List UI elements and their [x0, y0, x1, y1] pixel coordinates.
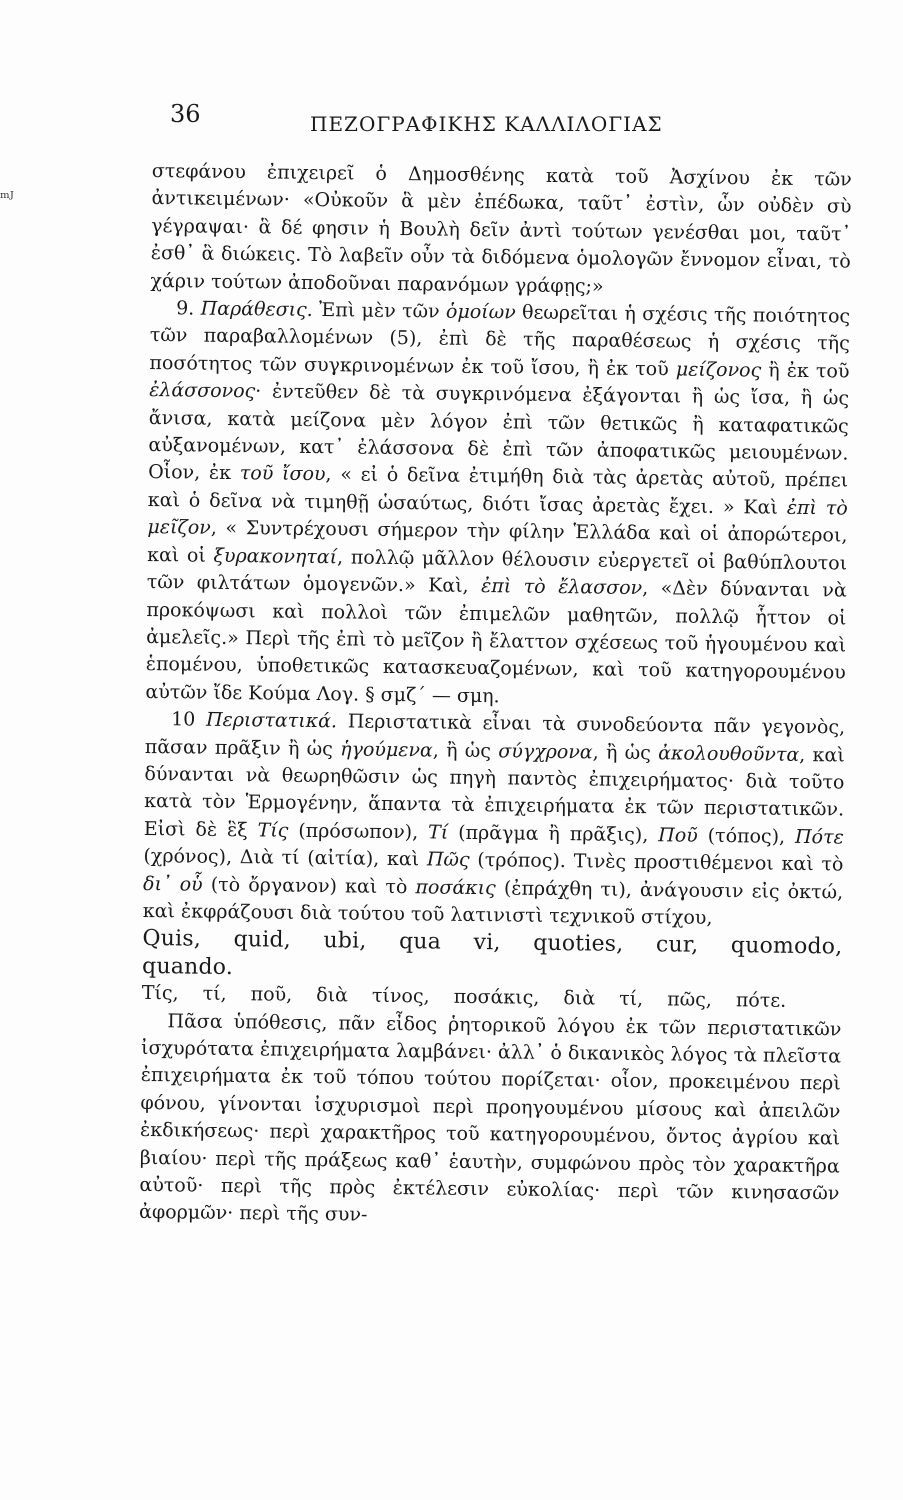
section-term: Παράθεσις.: [200, 297, 313, 322]
italic-term: δι᾽ οὗ: [143, 872, 203, 896]
text-run: , « εἰ ὁ δεῖνα ἐτιμήθη διὰ τὰς ἀρετὰς αὐτοῦ, πρέπει καὶ ὁ δεῖνα νὰ τιμηθῇ ὡσαύτως, διότι ἴσας ἀρετὰς ἔχει. » Καὶ: [147, 463, 849, 519]
paragraph-parathesis: [145, 295, 850, 715]
italic-term: ἡγούμενα: [340, 737, 433, 762]
italic-term: Ποῦ: [658, 823, 698, 847]
text-run: , πολλῷ μᾶλλον θέλουσιν εὐεργετεῖ οἱ βαθύπλουτοι τῶν φιλτάτων ὁμογενῶν.» Καὶ,: [146, 545, 848, 598]
text-run: (πρόσωπον),: [288, 819, 429, 844]
text-run: (τὸ ὄργανον) καὶ τὸ: [202, 873, 416, 898]
italic-term: τοῦ ἴσου: [239, 462, 326, 486]
text-run: (χρόνος),: [143, 845, 240, 869]
text-run: (πρᾶγμα ἢ πρᾶξις),: [448, 821, 659, 846]
text-run: (ἐπράχθη τι), ἀνάγουσιν εἰς ὀκτώ, καὶ ἐκφράζουσι διὰ τούτου τοῦ λατινιστὶ τεχνικοῦ στίχου,: [142, 876, 844, 929]
text-run: Ἐπὶ μὲν τῶν: [312, 299, 447, 323]
running-title: ΠΕΖΟΓΡΑΦΙΚΗΣ ΚΑΛΛΙΛΟΓΙΑΣ: [310, 112, 663, 136]
section-number: 10: [171, 708, 207, 731]
italic-term: ποσάκις: [415, 875, 496, 899]
text-run: , καὶ δύνανται νὰ θεωρηθῶσιν ὡς πηγὴ παντὸς ἐπιχειρήματος· διὰ τοῦτο κατὰ τὸν Ἑρμογένην, ἅπαντα τὰ ἐπιχειρήματα ἐκ τῶν περιστατικῶν. Εἰσὶ δὲ ἓξ: [143, 743, 845, 842]
italic-term: σύγχρονα: [498, 739, 593, 763]
text-run: θεωρεῖται ἡ σχέσις τῆς ποιότητος τῶν παραβαλλομένων (5), ἐπὶ δὲ τῆς παραθέσεως ἡ σχέσις τῆς ποσότητος τῶν συγκρινομένων ἐκ τοῦ ἴσου, ἢ ἐκ τοῦ: [149, 301, 851, 381]
italic-term: ἐπὶ τὸ ἔλασσον: [480, 575, 643, 600]
paragraph-demosthenes-quote: στεφάνου ἐπιχειρεῖ ὁ Δημοσθένης κατὰ τοῦ Ἀσχίνου ἐκ τῶν ἀντικειμένων· «Οὐκοῦν ἃ μὲν ἐπέδωκα, ταῦτ᾽ ἐστὶν, ὧν οὐδὲν σὺ γέγραψαι· ἃ δέ φησιν ἡ Βουλὴ δεῖν ἀντὶ τούτων γενέσθαι μοι, ταῦτ᾽ ἐσθ᾽ ἃ διώκεις. Τὸ λαβεῖν οὖν τὰ διδόμενα ὁμολογῶν ἔννομον εἶναι, τὸ χάριν τούτων ἀποδοῦναι παρανόμων γράφῃς;»: [150, 159, 852, 298]
latin-verse: Quis, quid, ubi, qua vi, quoties, cur, quomodo, quando.: [141, 926, 843, 980]
paragraph-hypothesis: Πᾶσα ὑπόθεσις, πᾶν εἶδος ῥητορικοῦ λόγου ἐκ τῶν περιστατικῶν ἰσχυρότατα ἐπιχειρήματα λαμβάνει· ἀλλ᾽ ὁ δικανικὸς λόγος τὰ πλεῖστα ἐπιχειρήματα ἐκ τοῦ τόπου τούτου πορίζεται· οἷον, προκειμένου περὶ φόνου, γίνονται ἰσχυρισμοὶ περὶ προηγουμένου μίσους καὶ ἀπειλῶν ἐκδικήσεως· περὶ χαρακτῆρος τοῦ κατηγορουμένου, ὄντος ἀγρίου καὶ βιαίου· περὶ τῆς πράξεως καθ᾽ ἑαυτὴν, συμφώνου πρὸς τὸν χαρακτῆρα αὐτοῦ· περὶ τῆς πρὸς ἐκτέλεσιν εὐκολίας· περὶ τῶν κινησασῶν ἀφορμῶν· περὶ τῆς συν-: [138, 1009, 842, 1227]
italic-term: μείζονος: [675, 358, 762, 382]
text-run: , ἢ ὡς: [592, 740, 659, 764]
greek-glosses: Τίς, τί, ποῦ, διὰ τίνος, ποσάκις, διὰ τί, πῶς, πότε.: [141, 982, 787, 1012]
text-run: , ἢ ὡς: [432, 739, 499, 762]
italic-term: Πότε: [794, 825, 844, 849]
text-run: , « Συντρέχουσι σήμερον τὴν φίλην Ἑλλάδα καὶ οἱ ἀπορώτεροι, καὶ οἱ: [147, 517, 848, 567]
italic-term: ὁμοίων: [445, 300, 516, 324]
italic-term: ξυρακονηταί: [213, 544, 338, 568]
margin-mark: ᵐᴶ: [0, 188, 14, 207]
section-number: 9.: [176, 297, 201, 320]
italic-term: Τί: [427, 821, 449, 844]
italic-term: ἀκολουθοῦντα: [658, 741, 800, 766]
italic-term: ἐπὶ τὸ μεῖζον: [147, 496, 848, 540]
text-run: Περιστατικὰ εἶναι τὰ συνοδεύοντα πᾶν γεγονὸς, πᾶσαν πρᾶξιν ἢ ὡς: [144, 710, 846, 760]
page-number: 36: [170, 100, 201, 128]
text-run: (αἰτία), καὶ: [299, 847, 428, 871]
section-term: Περιστατικά.: [205, 708, 338, 733]
text-run: ἢ ἐκ τοῦ: [761, 359, 850, 383]
text-run: · ἐντεῦθεν δὲ τὰ συγκρινόμενα ἐξάγονται ἢ ὡς ἴσα, ἢ ὡς ἄνισα, κατὰ μείζονα μὲν λόγον ἐπὶ τῶν θετικῶς ἢ καταφατικῶς αὐξανομένων, κατ᾽ ἐλάσσονα δὲ ἐπὶ τῶν ἀποφατικῶς μειουμένων. Οἷον, ἐκ: [148, 380, 850, 485]
italic-term: Τίς: [257, 819, 289, 842]
text-run: , «Δὲν δύνανται νὰ προκόψωσι καὶ πολλοὶ τῶν ἐπιμελῶν μαθητῶν, πολλῷ ἧττον οἱ ἀμελεῖς.» Περὶ τῆς ἐπὶ τὸ μεῖζον ἢ ἔλαττον σχέσεως τοῦ ἡγουμένου καὶ ἑπομένου, ὑποθετικῶς κατασκευαζομένων, καὶ τοῦ κατηγορουμένου αὐτῶν ἴδε Κούμα Λογ. § σμζ΄ — σμη.: [145, 577, 847, 708]
page-header: [170, 100, 700, 140]
body-text: [139, 158, 852, 1235]
paragraph-peristatika: [143, 706, 846, 934]
text-run: (τόπος),: [697, 824, 796, 848]
italic-term: ἐλάσσονος: [149, 379, 256, 403]
italic-term: Πῶς: [426, 848, 470, 872]
text-run: Διὰ τί: [239, 846, 300, 870]
text-run: (τρόπος). Τινὲς προστιθέμενοι καὶ τὸ: [469, 849, 844, 876]
